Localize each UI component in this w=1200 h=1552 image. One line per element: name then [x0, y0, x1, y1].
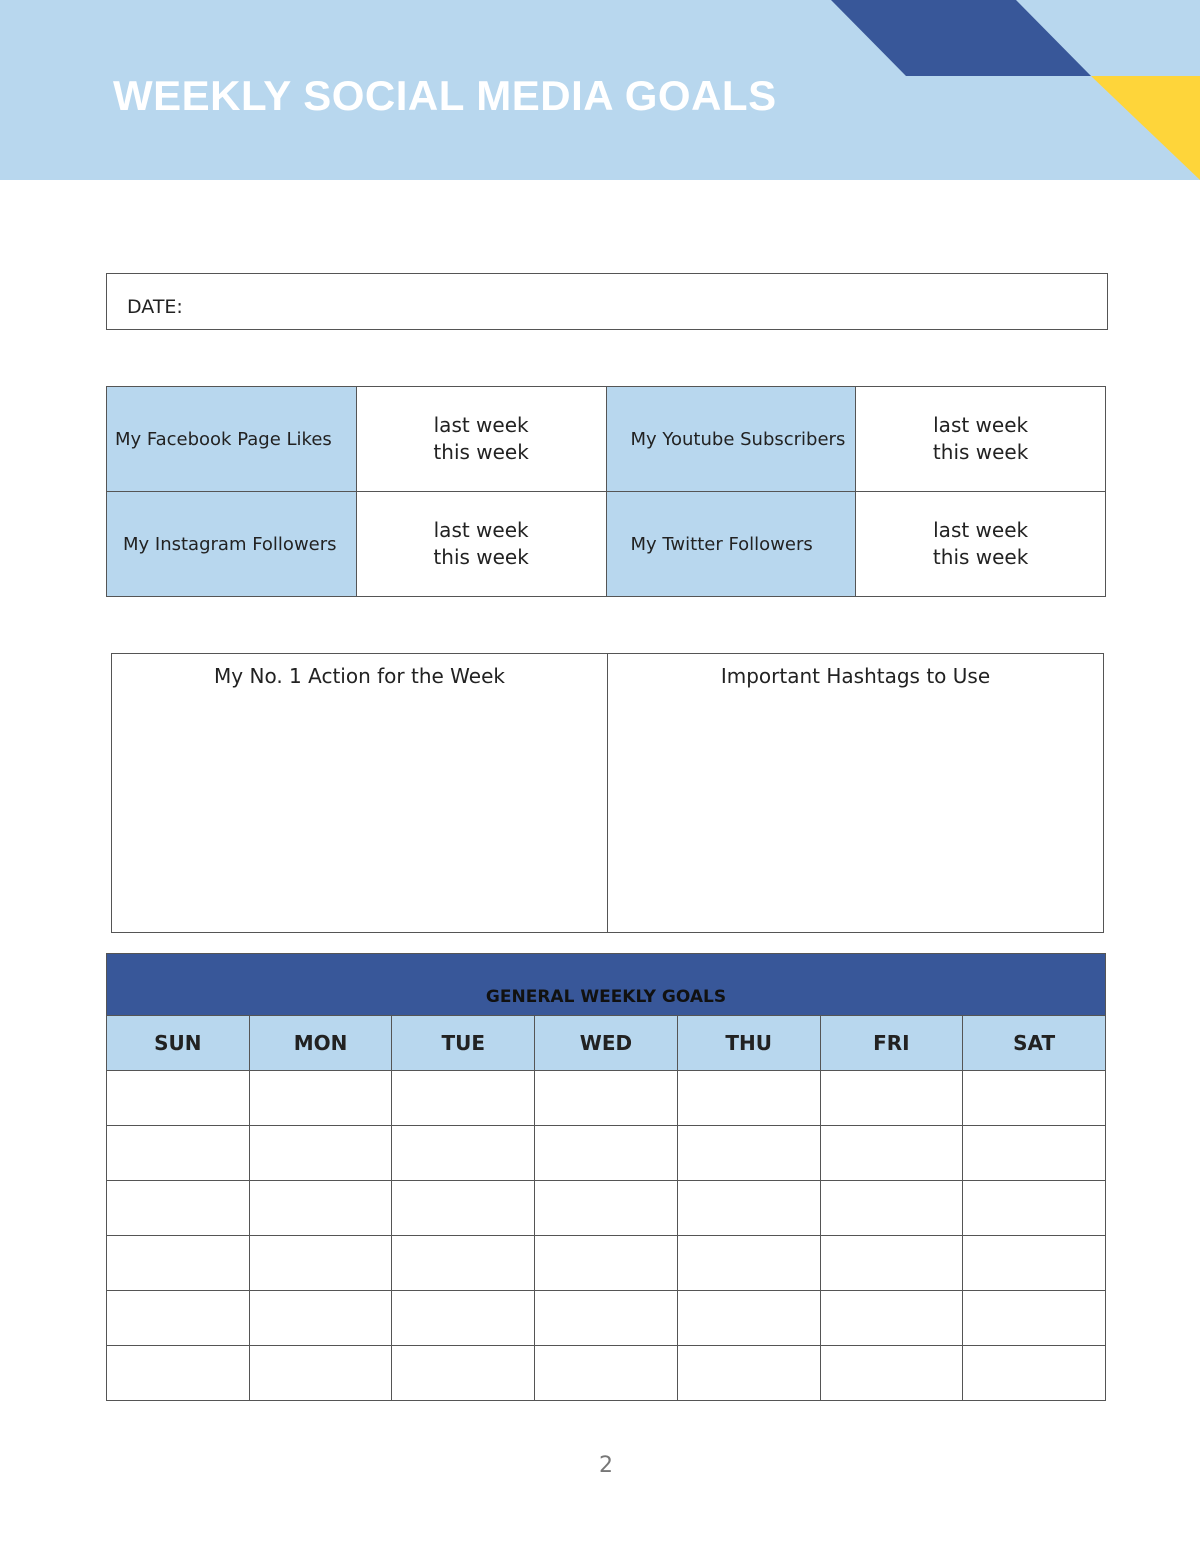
goal-cell[interactable] — [820, 1126, 963, 1181]
day-header-thu: THU — [677, 1016, 820, 1071]
goal-cell[interactable] — [107, 1126, 250, 1181]
date-label: DATE: — [127, 296, 183, 318]
weekly-goals-table — [106, 953, 1106, 1401]
goal-cell[interactable] — [677, 1181, 820, 1236]
goal-cell[interactable] — [535, 1181, 678, 1236]
stat-value[interactable] — [356, 387, 606, 492]
this-week-label: this week — [433, 440, 529, 464]
day-header-fri: FRI — [820, 1016, 963, 1071]
goal-cell[interactable] — [820, 1181, 963, 1236]
stat-label: My Twitter Followers — [606, 492, 856, 597]
goal-cell[interactable] — [535, 1071, 678, 1126]
weekly-goals-title: GENERAL WEEKLY GOALS — [107, 954, 1106, 1016]
goal-cell[interactable] — [392, 1236, 535, 1291]
stats-table — [106, 386, 1106, 597]
day-header-mon: MON — [249, 1016, 392, 1071]
action-heading: My No. 1 Action for the Week — [214, 664, 505, 688]
goal-cell[interactable] — [963, 1071, 1106, 1126]
goal-cell[interactable] — [249, 1346, 392, 1401]
goal-cell[interactable] — [820, 1071, 963, 1126]
table-row — [107, 1181, 1106, 1236]
goal-cell[interactable] — [392, 1126, 535, 1181]
goal-cell[interactable] — [677, 1236, 820, 1291]
table-row — [107, 1346, 1106, 1401]
table-row — [107, 1126, 1106, 1181]
goal-cell[interactable] — [677, 1291, 820, 1346]
last-week-label: last week — [933, 518, 1029, 542]
page-number: 2 — [599, 1453, 613, 1478]
goal-cell[interactable] — [107, 1071, 250, 1126]
goal-cell[interactable] — [249, 1126, 392, 1181]
goal-cell[interactable] — [963, 1236, 1106, 1291]
day-header-sun: SUN — [107, 1016, 250, 1071]
goal-cell[interactable] — [249, 1291, 392, 1346]
stat-label: My Instagram Followers — [107, 492, 357, 597]
day-header-wed: WED — [535, 1016, 678, 1071]
goal-cell[interactable] — [392, 1291, 535, 1346]
table-row — [107, 1291, 1106, 1346]
goal-cell[interactable] — [535, 1346, 678, 1401]
this-week-label: this week — [433, 545, 529, 569]
goal-cell[interactable] — [249, 1071, 392, 1126]
goal-cell[interactable] — [392, 1346, 535, 1401]
last-week-label: last week — [433, 518, 529, 542]
goal-cell[interactable] — [249, 1181, 392, 1236]
goal-cell[interactable] — [820, 1236, 963, 1291]
goal-cell[interactable] — [963, 1181, 1106, 1236]
goal-cell[interactable] — [107, 1181, 250, 1236]
hashtags-box[interactable] — [608, 654, 1104, 933]
this-week-label: this week — [932, 545, 1029, 569]
goal-cell[interactable] — [535, 1126, 678, 1181]
goal-cell[interactable] — [107, 1291, 250, 1346]
last-week-label: last week — [433, 413, 529, 437]
hashtags-heading: Important Hashtags to Use — [720, 664, 991, 688]
day-header-tue: TUE — [392, 1016, 535, 1071]
goal-cell[interactable] — [107, 1236, 250, 1291]
stat-value[interactable] — [856, 387, 1106, 492]
stat-value[interactable] — [356, 492, 606, 597]
this-week-label: this week — [932, 440, 1029, 464]
goal-cell[interactable] — [535, 1236, 678, 1291]
goal-cell[interactable] — [963, 1126, 1106, 1181]
goal-cell[interactable] — [107, 1346, 250, 1401]
goal-cell[interactable] — [249, 1236, 392, 1291]
goal-cell[interactable] — [820, 1291, 963, 1346]
goal-cell[interactable] — [392, 1181, 535, 1236]
stat-label: My Facebook Page Likes — [107, 387, 357, 492]
notes-table — [111, 653, 1104, 933]
page-title: WEEKLY SOCIAL MEDIA GOALS — [113, 72, 777, 119]
goal-cell[interactable] — [535, 1291, 678, 1346]
goal-cell[interactable] — [820, 1346, 963, 1401]
table-row — [107, 1071, 1106, 1126]
goal-cell[interactable] — [963, 1346, 1106, 1401]
date-field[interactable] — [106, 273, 1108, 330]
goal-cell[interactable] — [963, 1291, 1106, 1346]
stat-label: My Youtube Subscribers — [606, 387, 856, 492]
goal-cell[interactable] — [392, 1071, 535, 1126]
goal-cell[interactable] — [677, 1126, 820, 1181]
action-box[interactable] — [112, 654, 608, 933]
goal-cell[interactable] — [677, 1071, 820, 1126]
table-row — [107, 1236, 1106, 1291]
goal-cell[interactable] — [677, 1346, 820, 1401]
stat-value[interactable] — [856, 492, 1106, 597]
day-header-sat: SAT — [963, 1016, 1106, 1071]
last-week-label: last week — [933, 413, 1029, 437]
